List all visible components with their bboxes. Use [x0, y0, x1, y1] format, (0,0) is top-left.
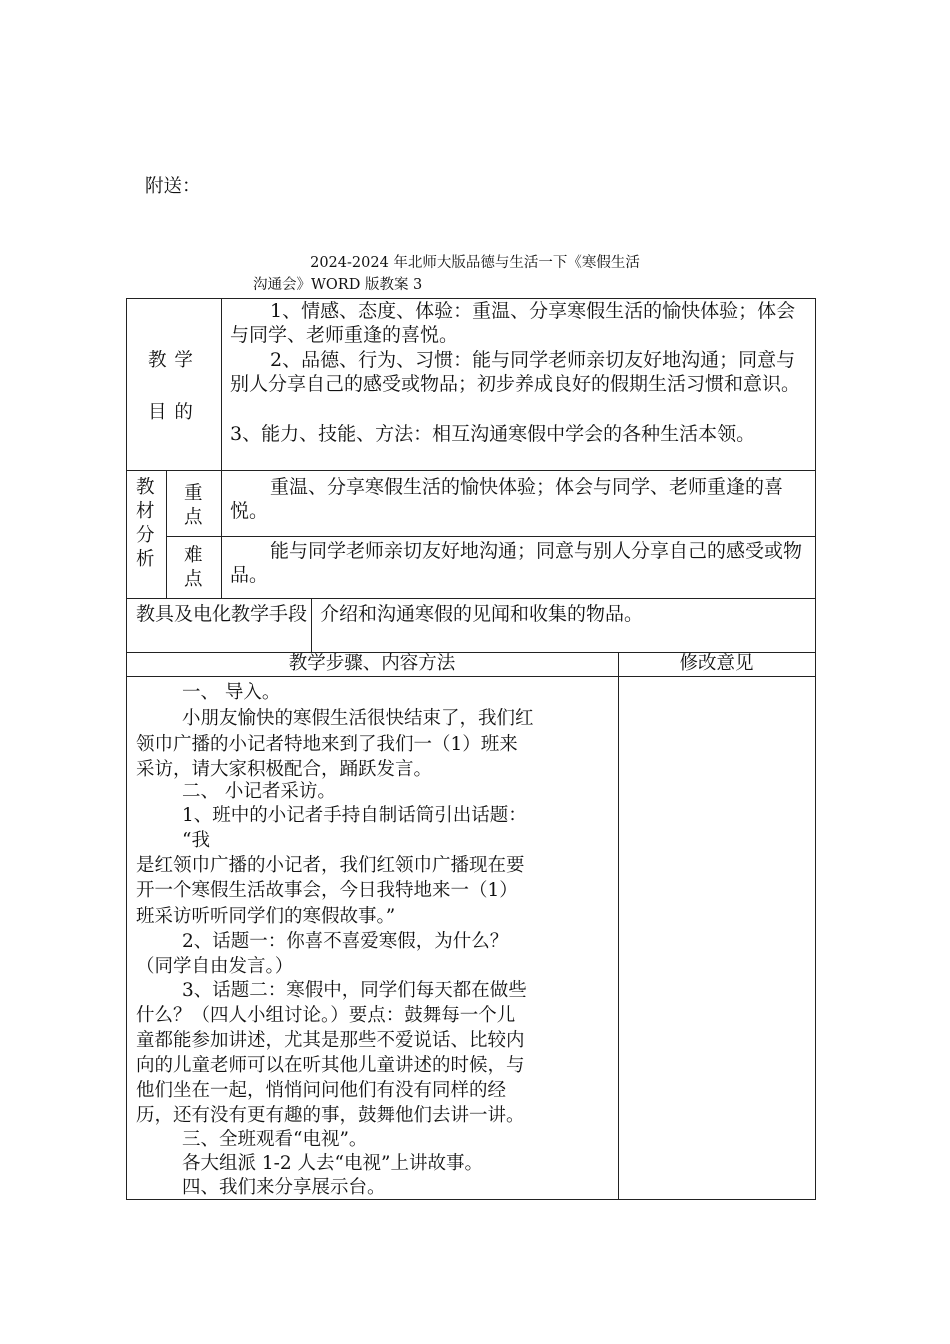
document-title-line-1: 2024-2024 年北师大版品德与生活一下《寒假生活 — [310, 255, 640, 271]
step-line: 3、话题二：寒假中，同学们每天都在做些 — [182, 980, 527, 1001]
document-page: 附送： 2024-2024 年北师大版品德与生活一下《寒假生活 沟通会》WORD 版教案 3 教 学 目 的 1、情感、态度、体验：重温、分享寒假生活的愉快体验；体会与同学、老师重逢的喜悦。 2、品德、行为、习惯：能与同学老师亲切友好地沟通；同意与别人分享自己的感受或物品；初步养成良好的假期生活习惯和意识。 3、能力、技能、方法：相互沟通寒假中学会的各种生活本领。 教 材 分 析 重 点 重温、分享寒假生活的愉快体验；体会与同学、老师重逢的喜悦。 难 点 能与同学老师亲切友好地沟通；同意与别人分享自己的感受或物品。 教具及电化教学手段 介绍和沟通寒假的见闻和收集的物品。 教学步骤、内容方法 修改意见 一、 导入。 小朋友愉快的寒假生活很快结束了，我们红 领巾广播的小记者特地来到了我们一（1）班来 采访，请大家积极配合，踊跃发言。 二、 小记者采访。 1、班中的小记者手持自制话筒引出话题： “我 是红领巾广播的小记者，我们红领巾广播现在要 开一个寒假生活故事会，今日我特地来一（1） 班采访听听同学们的寒假故事。” 2、话题一：你喜不喜爱寒假，为什么？ （同学自由发言。） 3、话题二：寒假中，同学们每天都在做些 什么？（四人小组讨论。）要点：鼓舞每一个儿 童都能参加讲述，尤其是那些不爱说话、比较内 向的儿童老师可以在听其他儿童讲述的时候，与 他们坐在一起，悄悄问问他们有没有同样的经 历，还有没有更有趣的事，鼓舞他们去讲一讲。 三、全班观看“电视”。 各大组派 1-2 人去“电视”上讲故事。 四、我们来分享展示台。 — [0, 0, 950, 1344]
appendix-label: 附送： — [145, 176, 201, 197]
step-line: 各大组派 1-2 人去“电视”上讲故事。 — [182, 1153, 483, 1174]
tools-label: 教具及电化教学手段 — [136, 603, 308, 625]
objective-2: 2、品德、行为、习惯：能与同学老师亲切友好地沟通；同意与别人分享自己的感受或物品；初步养成良好的假期生活习惯和意识。 — [230, 349, 801, 395]
step-line: 童都能参加讲述，尤其是那些不爱说话、比较内 — [136, 1030, 525, 1051]
step-line: 向的儿童老师可以在听其他儿童讲述的时候，与 — [136, 1055, 525, 1076]
difficulty-text: 能与同学老师亲切友好地沟通；同意与别人分享自己的感受或物品。 — [230, 540, 803, 586]
step-line: 领巾广播的小记者特地来到了我们一（1）班来 — [136, 734, 518, 755]
step-line: （同学自由发言。） — [136, 956, 294, 977]
step-line: 小朋友愉快的寒假生活很快结束了，我们红 — [182, 708, 534, 729]
document-title-line-2: 沟通会》WORD 版教案 3 — [253, 277, 423, 293]
objective-1: 1、情感、态度、体验：重温、分享寒假生活的愉快体验；体会与同学、老师重逢的喜悦。 — [230, 300, 796, 346]
step-line: 采访，请大家积极配合，踊跃发言。 — [136, 759, 433, 780]
step-line: 班采访听听同学们的寒假故事。” — [136, 906, 396, 927]
step-line: 四、我们来分享展示台。 — [182, 1177, 386, 1198]
step-line: 二、 小记者采访。 — [182, 781, 336, 802]
step-line: 历，还有没有更有趣的事，鼓舞他们去讲一讲。 — [136, 1105, 525, 1126]
step-line: 一、 导入。 — [182, 682, 281, 703]
objective-3: 3、能力、技能、方法：相互沟通寒假中学会的各种生活本领。 — [230, 423, 756, 445]
revision-header: 修改意见 — [679, 653, 754, 674]
objectives-label-line-2: 目 的 — [148, 402, 194, 423]
tools-text: 介绍和沟通寒假的见闻和收集的物品。 — [320, 603, 644, 625]
objectives-label-line-1: 教 学 — [148, 350, 194, 371]
step-line: 什么？（四人小组讨论。）要点：鼓舞每一个儿 — [136, 1005, 516, 1026]
step-line: 是红领巾广播的小记者，我们红领巾广播现在要 — [136, 855, 525, 876]
step-line: 开一个寒假生活故事会，今日我特地来一（1） — [136, 880, 518, 901]
steps-header: 教学步骤、内容方法 — [288, 653, 456, 674]
step-line: 1、班中的小记者手持自制话筒引出话题： — [182, 805, 527, 826]
step-line: 2、话题一：你喜不喜爱寒假，为什么？ — [182, 931, 509, 952]
step-line: 三、全班观看“电视”。 — [182, 1129, 368, 1150]
key-point-text: 重温、分享寒假生活的愉快体验；体会与同学、老师重逢的喜悦。 — [230, 476, 784, 522]
step-line: “我 — [182, 830, 210, 851]
step-line: 他们坐在一起，悄悄问问他们有没有同样的经 — [136, 1080, 507, 1101]
